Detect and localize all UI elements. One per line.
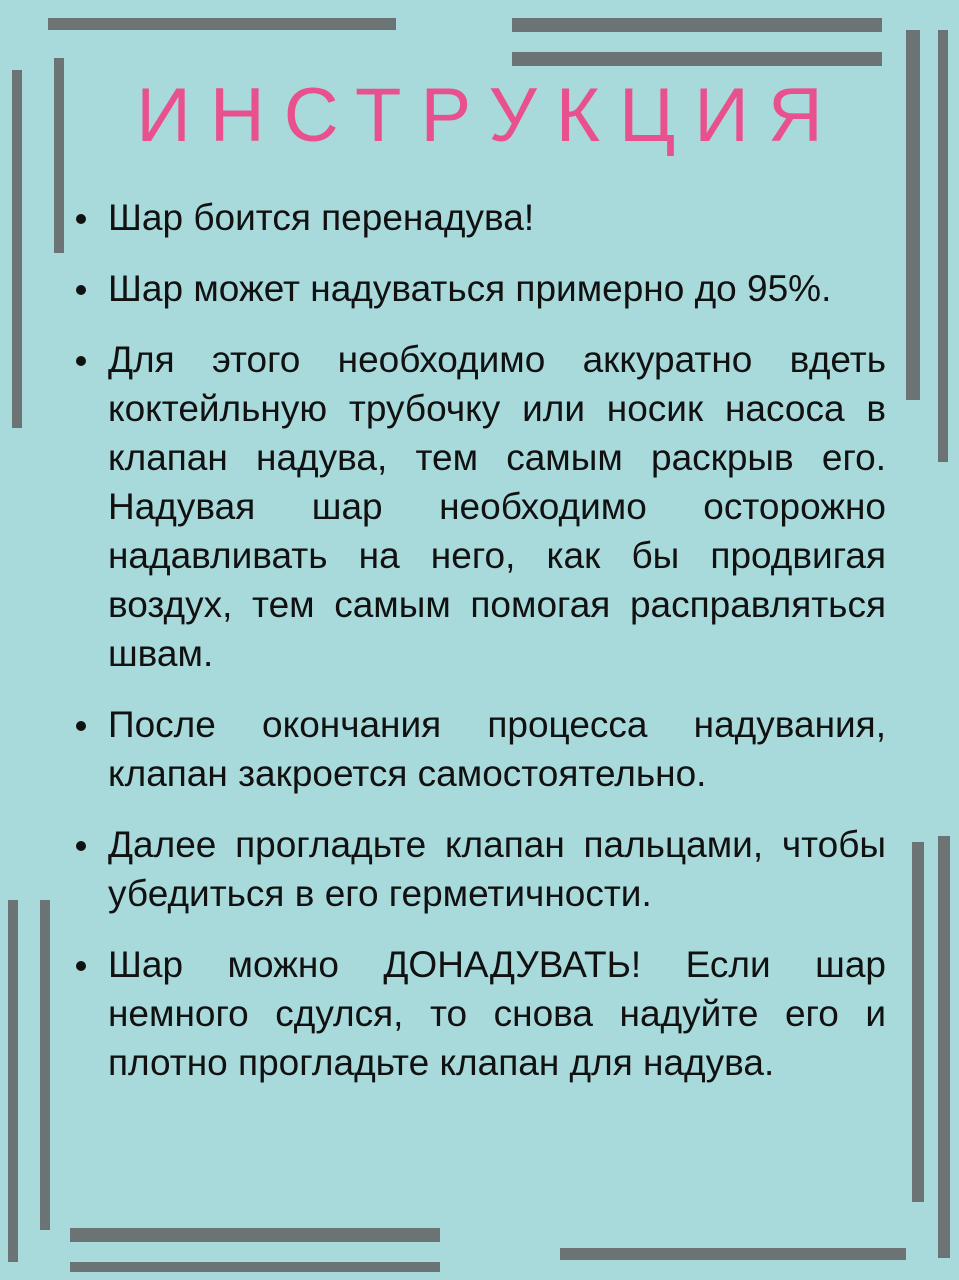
bullet-icon [76, 214, 86, 224]
frame-bar-top-right [512, 18, 882, 32]
frame-bar-top-left [48, 18, 396, 30]
instruction-list [72, 193, 886, 1109]
frame-bar-left-lower-inner [40, 900, 50, 1230]
list-item [72, 264, 886, 313]
list-item-text: Шар может надуваться примерно до 95%. [108, 268, 832, 309]
frame-bar-top-right-2 [512, 52, 882, 66]
list-item-text: Шар боится перенадува! [108, 197, 535, 238]
page-title: ИНСТРУКЦИЯ [136, 73, 842, 158]
list-item-text: Далее прогладьте клапан пальцами, чтобы убедиться в его герметичности. [108, 824, 886, 914]
bullet-icon [76, 285, 86, 295]
list-item [72, 700, 886, 798]
frame-bar-bottom-left-2 [70, 1262, 440, 1272]
frame-bar-right-lower [912, 842, 924, 1202]
bullet-icon [76, 721, 86, 731]
list-item-text: Шар можно ДОНАДУВАТЬ! Если шар немного сдулся, то снова надуйте его и плотно прогладьте клапан для надува. [108, 944, 886, 1083]
list-item [72, 940, 886, 1087]
frame-bar-right-lower-inner [938, 836, 950, 1258]
bullet-icon [76, 841, 86, 851]
list-item-text: Для этого необходимо аккуратно вдеть коктейльную трубочку или носик насоса в клапан надува, тем самым раскрыв его. Надувая шар необходимо осторожно надавливать на него, как бы продвигая воздух, тем самым помогая расправляться швам. [108, 339, 886, 674]
list-item [72, 820, 886, 918]
list-item [72, 335, 886, 678]
list-item [72, 193, 886, 242]
frame-bar-left-lower [8, 900, 18, 1262]
frame-bar-bottom-right [560, 1248, 906, 1260]
bullet-icon [76, 961, 86, 971]
bullet-icon [76, 356, 86, 366]
frame-bar-bottom-left [70, 1228, 440, 1242]
list-item-text: После окончания процесса надувания, клапан закроется самостоятельно. [108, 704, 886, 794]
